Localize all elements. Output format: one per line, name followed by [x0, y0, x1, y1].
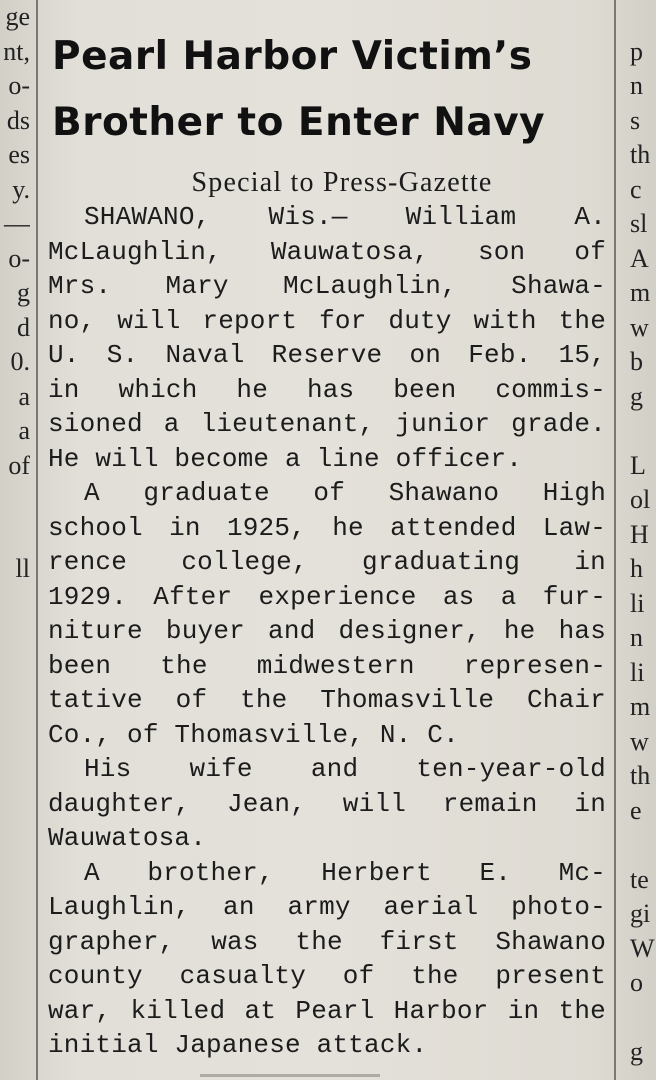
right-column-fragment: [630, 828, 656, 863]
right-column-fragment: te: [630, 864, 649, 894]
left-column-fragment: d: [17, 312, 30, 342]
left-column-fragment: ds: [6, 105, 30, 135]
right-column-fragment: n: [630, 71, 643, 100]
right-column-fragment: ol: [630, 485, 651, 514]
right-column-fragment: o: [630, 968, 643, 997]
right-column-fragment: s: [630, 105, 641, 135]
article-line: A brother, Herbert E. Mc-: [84, 857, 606, 888]
article-line: Co., of Thomasville, N. C.: [48, 719, 459, 750]
article-line: tative of the Thomasville Chair: [48, 685, 606, 715]
left-column-fragment: y.: [12, 174, 30, 204]
article-line: He will become a line officer.: [48, 443, 523, 474]
article-line: school in 1925, he attended Law-: [48, 512, 606, 543]
right-column-fragment: m: [630, 692, 651, 721]
left-column-fragment: o-: [8, 71, 30, 100]
right-column-fragment: th: [630, 761, 651, 790]
right-column-fragment: L: [630, 450, 646, 480]
right-column-fragment: A: [630, 243, 649, 273]
left-column-fragment: a: [18, 381, 30, 411]
right-column-fragment: h: [630, 554, 643, 583]
right-column-fragment: th: [630, 140, 651, 169]
right-column-fragment: w: [630, 312, 649, 342]
left-column-fragment: —: [4, 209, 30, 238]
right-column-fragment: m: [630, 278, 651, 307]
left-column-fragment: [0, 518, 30, 553]
article-line: McLaughlin, Wauwatosa, son of: [48, 236, 606, 267]
left-column-fragment: o-: [8, 243, 30, 273]
left-column-fragment: ll: [15, 554, 30, 583]
right-column-fragment: W: [630, 933, 655, 963]
article-line: in which he has been commis-: [48, 374, 606, 405]
right-column-fragment: w: [630, 726, 649, 756]
right-column-fragment: e: [630, 795, 642, 825]
article-line: county casualty of the present: [48, 961, 606, 991]
left-column-fragment: g: [17, 278, 30, 307]
right-column-fragment: li: [630, 657, 645, 687]
article-line: daughter, Jean, will remain in: [48, 788, 606, 819]
right-column-fragment: p: [630, 36, 643, 66]
article-line: Laughlin, an army aerial photo-: [48, 892, 606, 922]
right-column-fragment: gi: [630, 899, 651, 928]
left-column-fragment: nt,: [3, 36, 30, 66]
article-line: Mrs. Mary McLaughlin, Shawa-: [48, 271, 606, 301]
left-column-fragment: of: [8, 450, 30, 480]
article-line: His wife and ten-year-old: [84, 754, 606, 784]
headline-line-1: Pearl Harbor Victim’s: [52, 34, 533, 79]
right-column-fragment: b: [630, 347, 643, 376]
left-column-fragment: 0.: [10, 347, 30, 376]
article-line: A graduate of Shawano High: [84, 478, 606, 508]
left-column-fragment: a: [18, 416, 30, 445]
right-column-fragment: g: [630, 1037, 643, 1066]
right-column-fragment: H: [630, 519, 649, 549]
right-adjacent-column: [630, 0, 656, 1070]
right-column-fragment: g: [630, 381, 643, 411]
left-column-fragment: es: [8, 140, 30, 169]
byline: Special to Press-Gazette: [191, 167, 493, 198]
article-line: Wauwatosa.: [48, 823, 207, 853]
right-column-fragment: li: [630, 588, 645, 618]
left-adjacent-column: [0, 0, 30, 587]
article-body: [48, 200, 606, 1063]
headline-line-2: Brother to Enter Navy: [52, 100, 546, 145]
article-line: initial Japanese attack.: [48, 1030, 428, 1060]
article-line: niture buyer and designer, he has: [48, 616, 606, 646]
right-column-rule: [614, 0, 616, 1080]
right-column-fragment: n: [630, 623, 643, 652]
article-line: grapher, was the first Shawano: [48, 926, 606, 957]
news-article: [48, 24, 606, 1063]
right-column-fragment: [630, 414, 656, 449]
article-line: sioned a lieutenant, junior grade.: [48, 409, 606, 439]
left-column-rule: [36, 0, 38, 1080]
article-line: SHAWANO, Wis.— William A.: [84, 202, 606, 232]
article-line: been the midwestern represen-: [48, 650, 606, 681]
left-column-fragment: [0, 483, 30, 518]
left-column-fragment: ge: [5, 2, 30, 31]
right-column-fragment: sl: [630, 209, 648, 238]
article-line: no, will report for duty with the: [48, 305, 606, 336]
right-column-fragment: [630, 1001, 656, 1036]
article-line: U. S. Naval Reserve on Feb. 15,: [48, 340, 606, 370]
article-line: 1929. After experience as a fur-: [48, 581, 606, 612]
right-column-fragment: [630, 0, 656, 35]
headline: [48, 24, 606, 156]
article-line: rence college, graduating in: [48, 547, 606, 577]
article-line: war, killed at Pearl Harbor in the: [48, 995, 606, 1026]
right-column-fragment: c: [630, 174, 642, 204]
bottom-divider: [200, 1074, 380, 1077]
